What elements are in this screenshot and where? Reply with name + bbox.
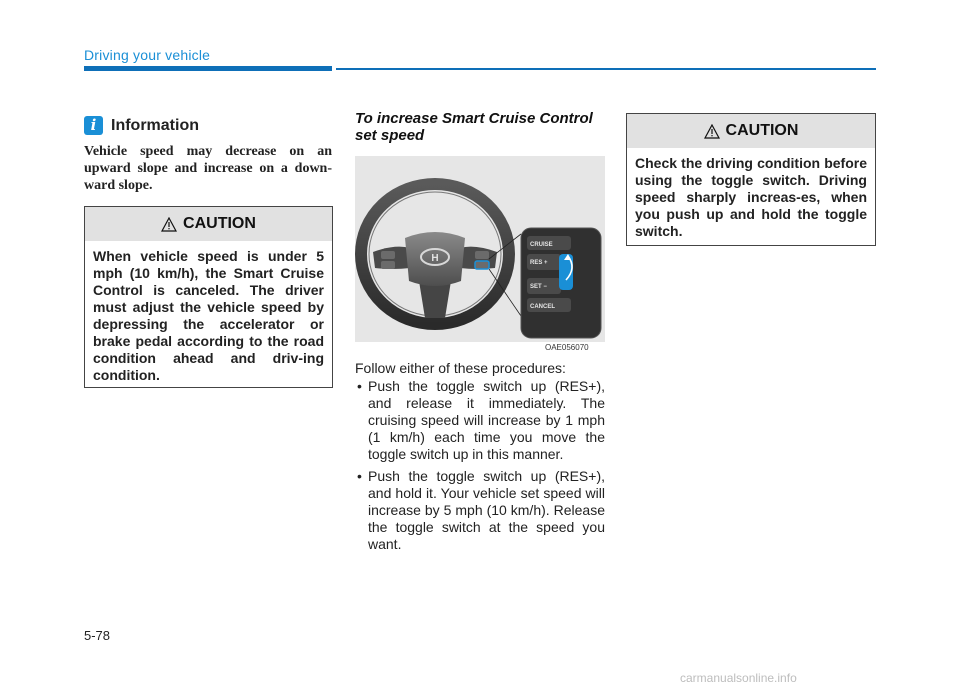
procedure-item: • Push the toggle switch up (RES+), and hold it. Your vehicle set speed will increase by 5 mph (10 km/h). Release the toggle switch at the speed you want. [355, 468, 605, 553]
caution-box-right [626, 113, 876, 246]
information-title: Information [111, 116, 199, 134]
section-title: Driving your vehicle [84, 47, 211, 63]
steering-wheel-figure [355, 156, 605, 342]
caution-text: When vehicle speed is under 5 mph (10 km/h), the Smart Cruise Control is canceled. The driver must adjust the vehicle speed by depressing the accelerator or brake pedal according to the road condition ahead and driv-ing condition. [93, 248, 324, 383]
figure-label-set: SET − [530, 284, 547, 290]
header-rule-thin [336, 68, 876, 70]
procedure-intro: Follow either of these procedures: [355, 360, 566, 376]
figure-label-cancel: CANCEL [530, 304, 555, 310]
warning-triangle-icon [161, 217, 177, 232]
figure-code: OAE056070 [545, 343, 589, 352]
warning-triangle-icon [704, 124, 720, 139]
page-number: 5-78 [84, 628, 111, 643]
information-heading [84, 116, 199, 135]
figure-label-cruise: CRUISE [530, 242, 553, 248]
caution-text: Check the driving condition before using the toggle switch. Driving speed sharply increas-es, when you push up and hold the toggle switch. [635, 155, 867, 239]
watermark-link[interactable]: carmanualsonline.info [680, 671, 797, 685]
procedure-list [355, 378, 605, 558]
caution-title: CAUTION [725, 122, 799, 139]
svg-text:H: H [431, 253, 439, 264]
header-rule-thick [84, 66, 332, 71]
information-body: Vehicle speed may decrease on an upward slope and increase on a down-ward slope. [84, 144, 332, 193]
caution-header [627, 114, 875, 148]
figure-label-res: RES + [530, 260, 548, 266]
info-icon: i [84, 116, 103, 135]
caution-box-left [84, 206, 333, 388]
caution-title: CAUTION [183, 215, 256, 232]
procedure-item: • Push the toggle switch up (RES+), and release it immediately. The cruising speed will increase by 1 mph (1 km/h) each time you move the toggle switch up in this manner. [355, 378, 605, 463]
caution-header [85, 207, 332, 241]
steering-wheel-illustration [355, 156, 605, 342]
subsection-title: To increase Smart Cruise Control set speed [355, 110, 593, 144]
